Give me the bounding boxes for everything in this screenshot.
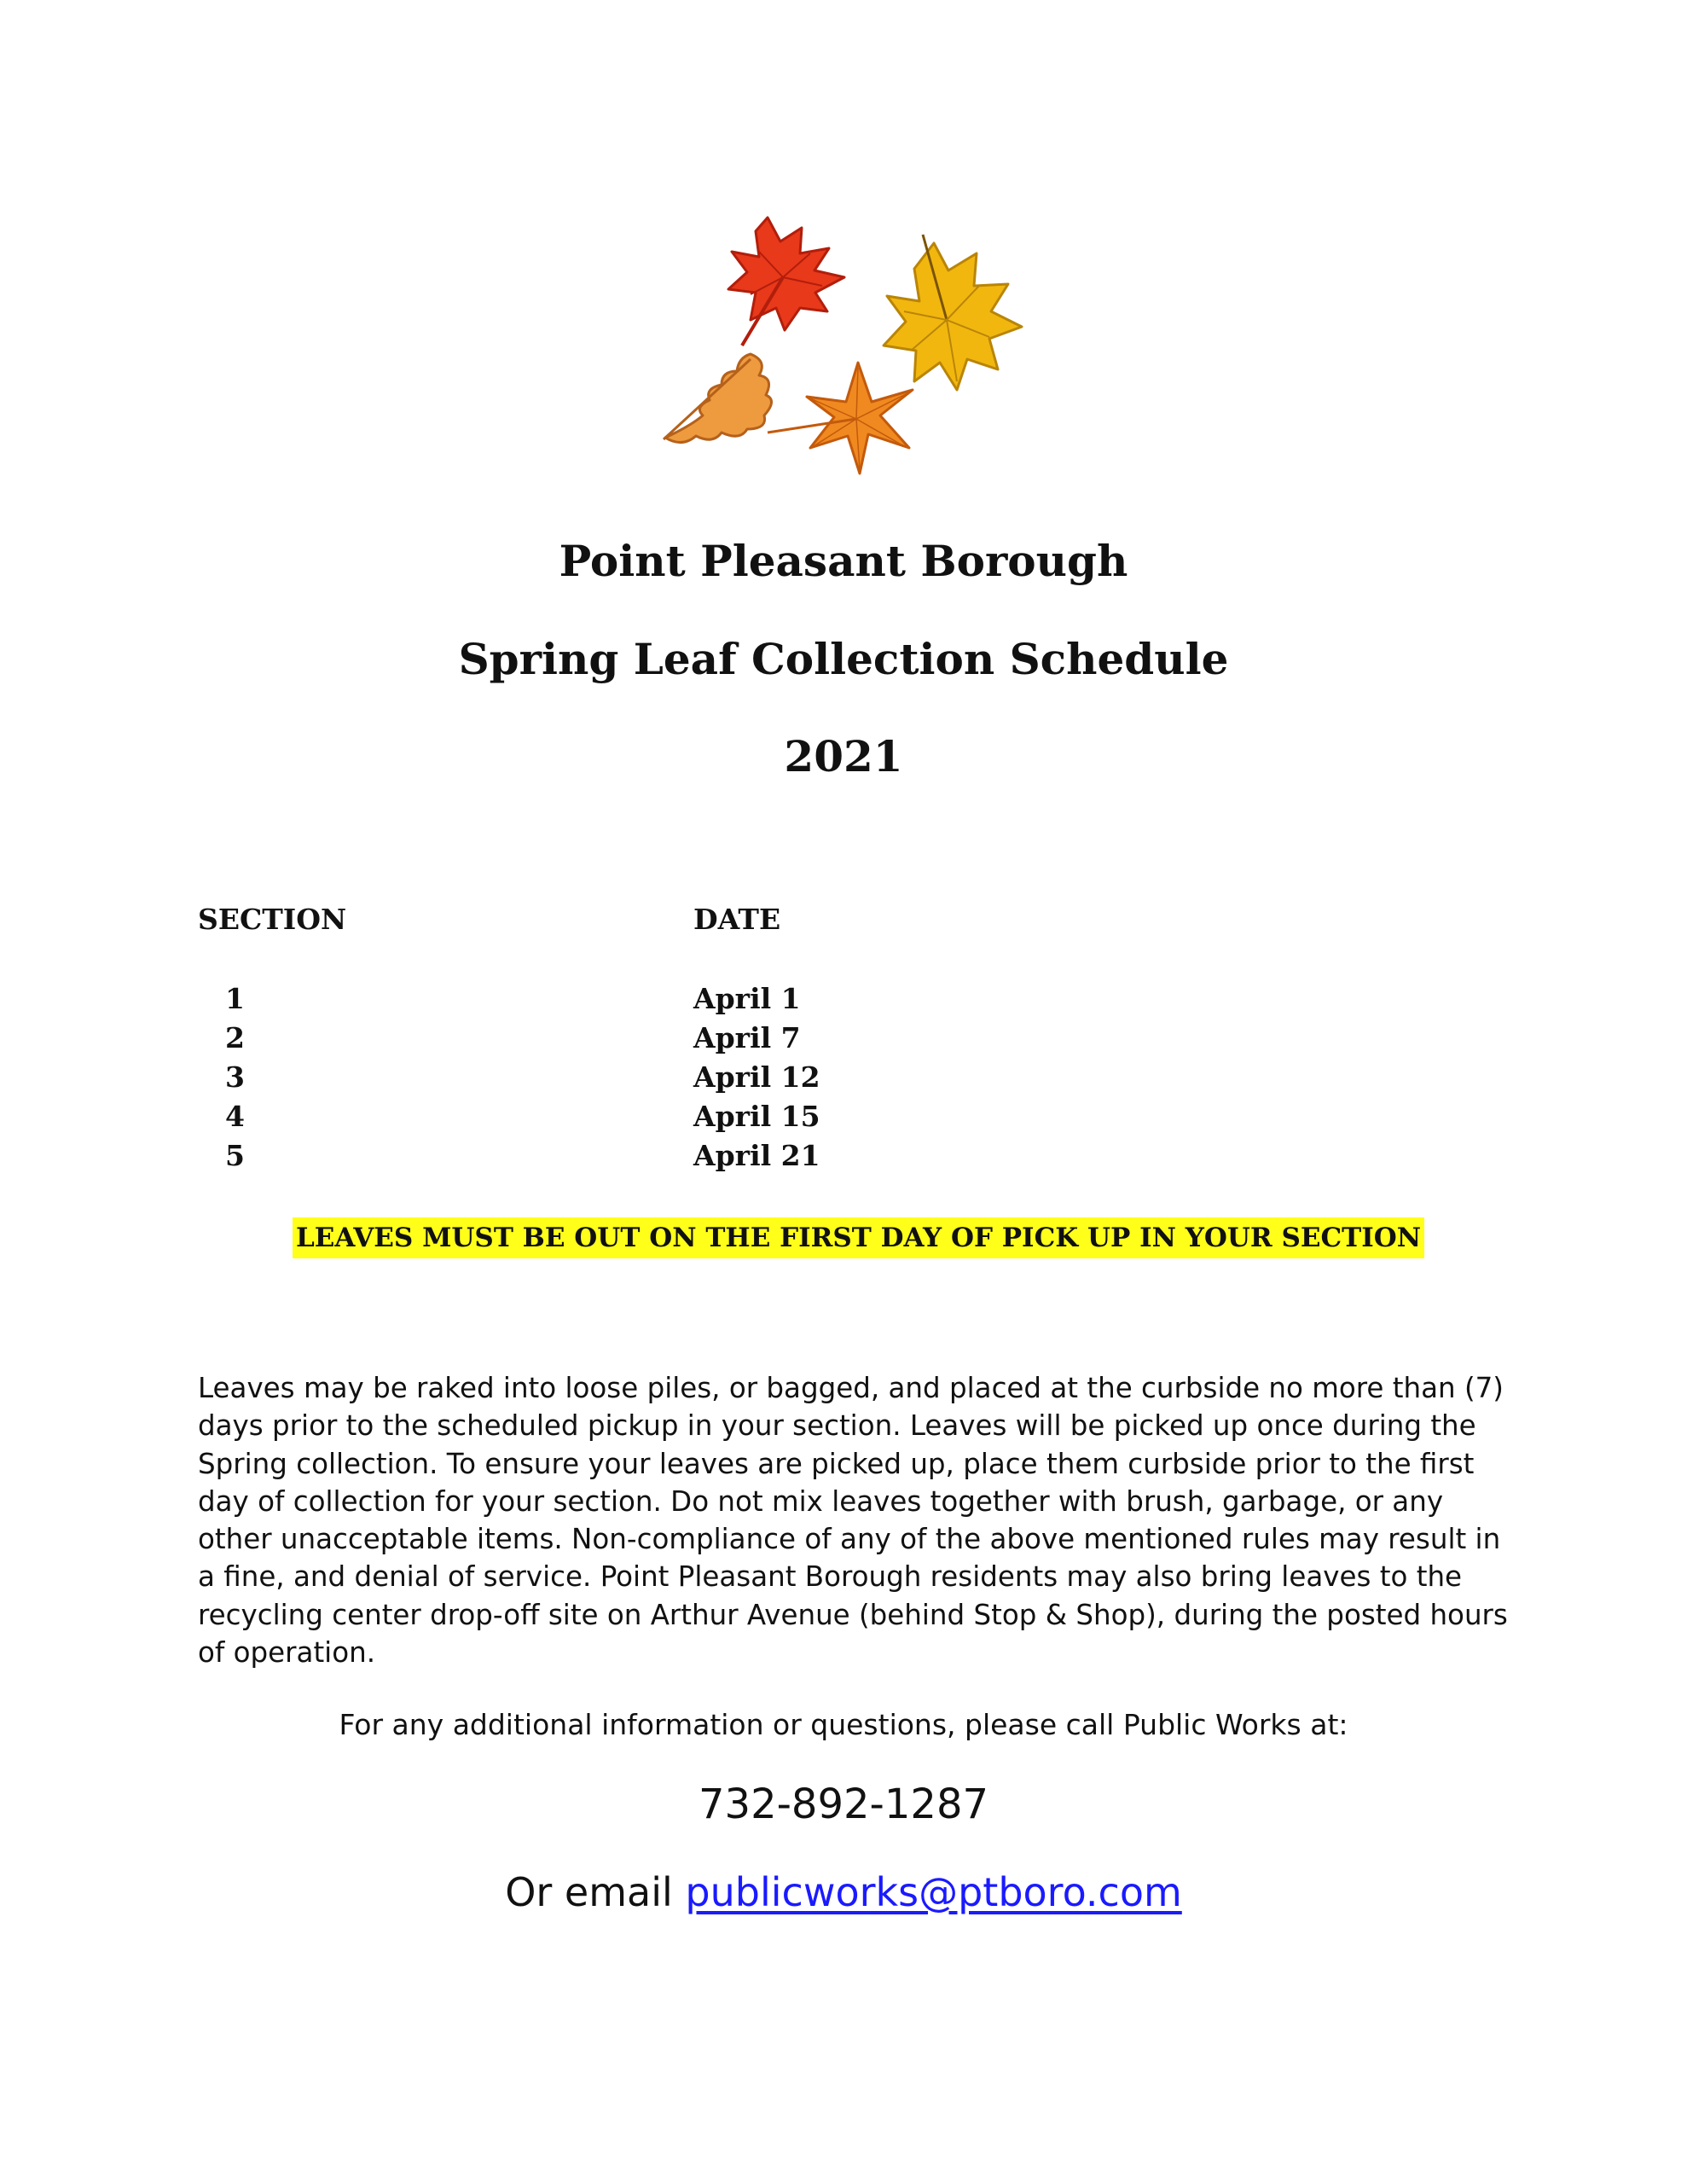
table-row-date: April 1 (693, 982, 801, 1015)
email-link[interactable]: publicworks@ptboro.com (685, 1869, 1182, 1915)
table-row-section: 5 (225, 1139, 245, 1172)
organization-title: Point Pleasant Borough (559, 536, 1128, 586)
table-row-date: April 7 (693, 1021, 801, 1054)
highlighted-notice: LEAVES MUST BE OUT ON THE FIRST DAY OF PICK UP IN YOUR SECTION (293, 1217, 1424, 1258)
email-line (0, 1867, 1687, 1918)
table-row-section: 2 (225, 1021, 245, 1054)
document-title: Spring Leaf Collection Schedule (458, 634, 1229, 684)
orange-oak-leaf-icon (664, 354, 772, 443)
phone-number: 732-892-1287 (698, 1780, 989, 1828)
table-row-section: 4 (225, 1100, 245, 1133)
email-prefix: Or email (505, 1869, 673, 1915)
table-row-section: 3 (225, 1060, 245, 1094)
contact-prompt: For any additional information or questions, please call Public Works at: (339, 1708, 1348, 1741)
yellow-maple-leaf-icon (884, 235, 1022, 390)
red-maple-leaf-icon (728, 218, 844, 346)
instructions-paragraph: Leaves may be raked into loose piles, or bagged, and placed at the curbside no more than (7) days prior to the scheduled pickup in your section. Leaves will be picked up once during the Spring collection. To ensure your leaves are picked up, place them curbside prior to the first day of collection for your section. Do not mix leaves together with brush, garbage, or any other unacceptable items. Non-compliance of any of the above mentioned rules may result in a fine, and denial of service. Point Pleasant Borough residents may also bring leaves to the recycling center drop-off site on Arthur Avenue (behind Stop & Shop), during the posted hours of operation. (198, 1372, 1508, 1670)
autumn-leaves-illustration (640, 192, 1049, 491)
table-row-date: April 12 (693, 1060, 820, 1094)
document-year: 2021 (784, 731, 903, 781)
column-header-date: DATE (693, 903, 781, 936)
orange-star-leaf-icon (768, 363, 913, 473)
table-row-section: 1 (225, 982, 245, 1015)
table-row-date: April 21 (693, 1139, 820, 1172)
column-header-section: SECTION (198, 903, 347, 936)
table-row-date: April 15 (693, 1100, 820, 1133)
